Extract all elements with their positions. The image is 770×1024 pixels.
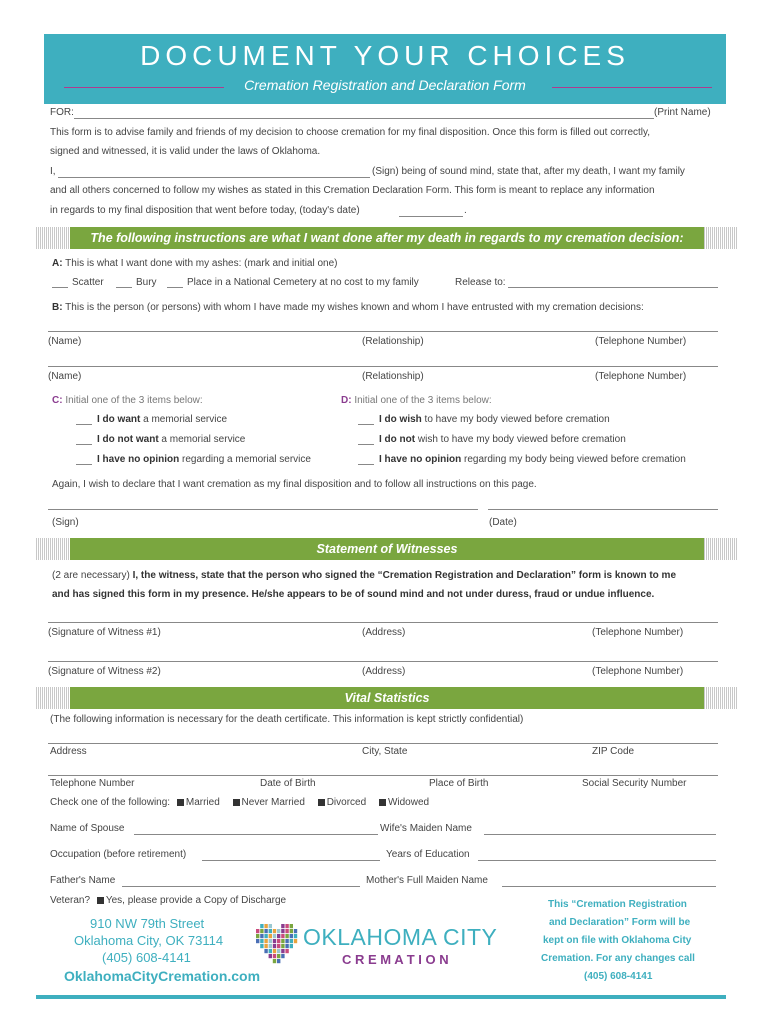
a-label: A:: [52, 258, 63, 269]
again-declaration: Again, I wish to declare that I want cremation as my final disposition and to follow all instructions on this page.: [52, 479, 537, 490]
vital-band: Vital Statistics: [70, 687, 704, 709]
footer-phone: (405) 608-4141: [102, 950, 191, 965]
scatter-initial[interactable]: [52, 287, 68, 288]
d-item2-initial[interactable]: [358, 444, 374, 445]
footer-rule: [36, 995, 726, 999]
spouse-field[interactable]: [134, 834, 378, 835]
c-item1-rest: a memorial service: [140, 414, 228, 425]
declaration-date-label: (Date): [489, 517, 517, 528]
form-subtitle: Cremation Registration and Declaration Form: [244, 77, 526, 93]
address-label: Address: [50, 746, 87, 757]
bury-initial[interactable]: [116, 287, 132, 288]
intro-para1-line2: signed and witnessed, it is valid under the laws of Oklahoma.: [50, 146, 321, 157]
instructions-band: The following instructions are what I want done after my death in regards to my cremation decision:: [70, 227, 704, 249]
d-item3-rest: regarding my body being viewed before cremation: [461, 454, 686, 465]
statement-line1: I, the witness, state that the person who signed the “Cremation Registration and Declaration” form is known to me: [132, 570, 677, 581]
intro-para1-line1: This form is to advise family and friends of my decision to choose cremation for my final disposition. Once this form is filled out correctly,: [50, 127, 651, 138]
person1-name-label: (Name): [48, 336, 82, 347]
never-married-label: Never Married: [241, 797, 305, 808]
ssn-label: Social Security Number: [582, 778, 687, 789]
scatter-label: Scatter: [72, 277, 104, 288]
vital-hatch-right: [704, 687, 738, 709]
c-item2: [97, 434, 245, 445]
release-to-field[interactable]: [508, 287, 718, 288]
person2-line[interactable]: [48, 366, 718, 367]
logo-line2: C R E M A T I O N: [342, 952, 449, 967]
c-header: [52, 395, 203, 406]
print-name-field[interactable]: [74, 118, 654, 119]
witness1-address-label: (Address): [362, 627, 406, 638]
occupation-label: Occupation (before retirement): [50, 849, 187, 860]
witness1-line[interactable]: [48, 622, 718, 623]
education-field[interactable]: [478, 860, 716, 861]
dob-label: Date of Birth: [260, 778, 316, 789]
c-item3-initial[interactable]: [76, 464, 92, 465]
maiden-label: Wife's Maiden Name: [380, 823, 472, 834]
c-item3-rest: regarding a memorial service: [179, 454, 311, 465]
d-item2-rest: wish to have my body viewed before cremation: [415, 434, 626, 445]
footer-website[interactable]: OklahomaCityCremation.com: [64, 968, 261, 984]
print-name-label: (Print Name): [654, 107, 711, 118]
d-description: Initial one of the 3 items below:: [354, 395, 492, 406]
widowed-checkbox[interactable]: [379, 799, 386, 806]
maiden-field[interactable]: [484, 834, 716, 835]
witness-hatch-left: [36, 538, 70, 560]
declaration-sign-field[interactable]: [48, 509, 478, 510]
footer-note-5: (405) 608-4141: [584, 971, 653, 982]
discharge-label: Yes, please provide a Copy of Discharge: [105, 895, 287, 906]
d-item3: [379, 454, 686, 465]
person1-line[interactable]: [48, 331, 718, 332]
bury-label: Bury: [136, 277, 157, 288]
form-title: DOCUMENT YOUR CHOICES: [140, 40, 630, 71]
b-description: This is the person (or persons) with whom I have made my wishes known and whom I have entrusted with my cremation decisions:: [65, 302, 644, 313]
intro-para2-line3: in regards to my final disposition that went before today, (today's date): [50, 205, 360, 216]
vital-hatch-left: [36, 687, 70, 709]
telephone-label: Telephone Number: [50, 778, 135, 789]
c-item2-rest: a memorial service: [158, 434, 246, 445]
band-hatch-right: [704, 227, 738, 249]
witnesses-band: Statement of Witnesses: [70, 538, 704, 560]
widowed-label: Widowed: [387, 797, 430, 808]
veteran-label: Veteran?: [50, 895, 91, 906]
c-item1-bold: I do want: [97, 414, 141, 425]
witness1-telephone-label: (Telephone Number): [592, 627, 684, 638]
footer-note-4: Cremation. For any changes call: [541, 953, 695, 964]
period: .: [464, 205, 467, 216]
d-item1-rest: to have my body viewed before cremation: [421, 414, 610, 425]
c-item3: [97, 454, 311, 465]
for-label: FOR:: [50, 107, 74, 118]
person2-relationship-label: (Relationship): [362, 371, 424, 382]
married-label: Married: [185, 797, 220, 808]
witness-statement-line2: and has signed this form in my presence. He/she appears to be of sound mind and not under duress, fraud or undue influence.: [52, 589, 655, 600]
a-text: [52, 258, 338, 269]
person2-name-label: (Name): [48, 371, 82, 382]
d-label: D:: [341, 395, 352, 406]
c-item3-bold: I have no opinion: [97, 454, 180, 465]
i-label: I,: [50, 166, 56, 177]
zip-label: ZIP Code: [592, 746, 635, 757]
footer-note-3: kept on file with Oklahoma City: [543, 935, 692, 946]
spouse-label: Name of Spouse: [50, 823, 125, 834]
check-one-label: Check one of the following:: [50, 797, 171, 808]
b-label: B:: [52, 302, 63, 313]
d-item1-bold: I do wish: [379, 414, 422, 425]
intro-para2-line2: and all others concerned to follow my wishes as stated in this Cremation Declaration Form. This form is meant to replace any information: [50, 185, 655, 196]
a-description: This is what I want done with my ashes: (mark and initial one): [65, 258, 338, 269]
address-line[interactable]: [48, 743, 718, 744]
witness2-line[interactable]: [48, 661, 718, 662]
cemetery-label: Place in a National Cemetery at no cost to my family: [187, 277, 419, 288]
band-hatch-left: [36, 227, 70, 249]
divorced-checkbox[interactable]: [318, 799, 325, 806]
d-item1-initial[interactable]: [358, 424, 374, 425]
d-item2: [379, 434, 626, 445]
footer-address1: 910 NW 79th Street: [90, 916, 205, 931]
c-description: Initial one of the 3 items below:: [65, 395, 203, 406]
footer-note-2: and Declaration” Form will be: [549, 917, 691, 928]
heart-logo-icon: [254, 922, 300, 966]
b-text: [52, 302, 644, 313]
c-item1-initial[interactable]: [76, 424, 92, 425]
d-item3-initial[interactable]: [358, 464, 374, 465]
release-label: Release to:: [455, 277, 506, 288]
declaration-sign-label: (Sign): [52, 517, 79, 528]
vital-note: (The following information is necessary for the death certificate. This information is kept strictly confidential): [50, 714, 524, 725]
veteran-checkbox[interactable]: [97, 897, 104, 904]
d-header: [341, 395, 492, 406]
declarant-sign-field[interactable]: [58, 177, 370, 178]
person1-relationship-label: (Relationship): [362, 336, 424, 347]
mother-label: Mother's Full Maiden Name: [366, 875, 488, 886]
declaration-date-field[interactable]: [488, 509, 718, 510]
c-item2-initial[interactable]: [76, 444, 92, 445]
occupation-field[interactable]: [202, 860, 380, 861]
telephone-line[interactable]: [48, 775, 718, 776]
veteran-row: [50, 895, 286, 906]
witness2-telephone-label: (Telephone Number): [592, 666, 684, 677]
c-item1: [97, 414, 227, 425]
witness2-address-label: (Address): [362, 666, 406, 677]
d-item2-bold: I do not: [379, 434, 416, 445]
pob-label: Place of Birth: [429, 778, 489, 789]
d-item3-bold: I have no opinion: [379, 454, 462, 465]
father-label: Father's Name: [50, 875, 116, 886]
marital-row: [50, 797, 429, 808]
form-header: [44, 34, 726, 104]
sign-statement: (Sign) being of sound mind, state that, after my death, I want my family: [372, 166, 685, 177]
father-field[interactable]: [122, 886, 360, 887]
person2-telephone-label: (Telephone Number): [595, 371, 687, 382]
divorced-label: Divorced: [326, 797, 367, 808]
mother-field[interactable]: [502, 886, 716, 887]
education-label: Years of Education: [386, 849, 470, 860]
footer-note-1: This “Cremation Registration: [548, 899, 687, 910]
todays-date-field[interactable]: [399, 216, 463, 217]
city-state-label: City, State: [362, 746, 408, 757]
married-checkbox[interactable]: [177, 799, 184, 806]
witness-statement-line1: [52, 570, 676, 581]
cemetery-initial[interactable]: [167, 287, 183, 288]
witness1-sign-label: (Signature of Witness #1): [48, 627, 161, 638]
necessary-note: (2 are necessary): [52, 570, 130, 581]
person1-telephone-label: (Telephone Number): [595, 336, 687, 347]
never-married-checkbox[interactable]: [233, 799, 240, 806]
witness-hatch-right: [704, 538, 738, 560]
c-item2-bold: I do not want: [97, 434, 159, 445]
footer-address2: Oklahoma City, OK 73114: [74, 933, 224, 948]
d-item1: [379, 414, 610, 425]
c-label: C:: [52, 395, 63, 406]
logo-line1: OKLAHOMA CITY: [303, 924, 498, 950]
witness2-sign-label: (Signature of Witness #2): [48, 666, 161, 677]
